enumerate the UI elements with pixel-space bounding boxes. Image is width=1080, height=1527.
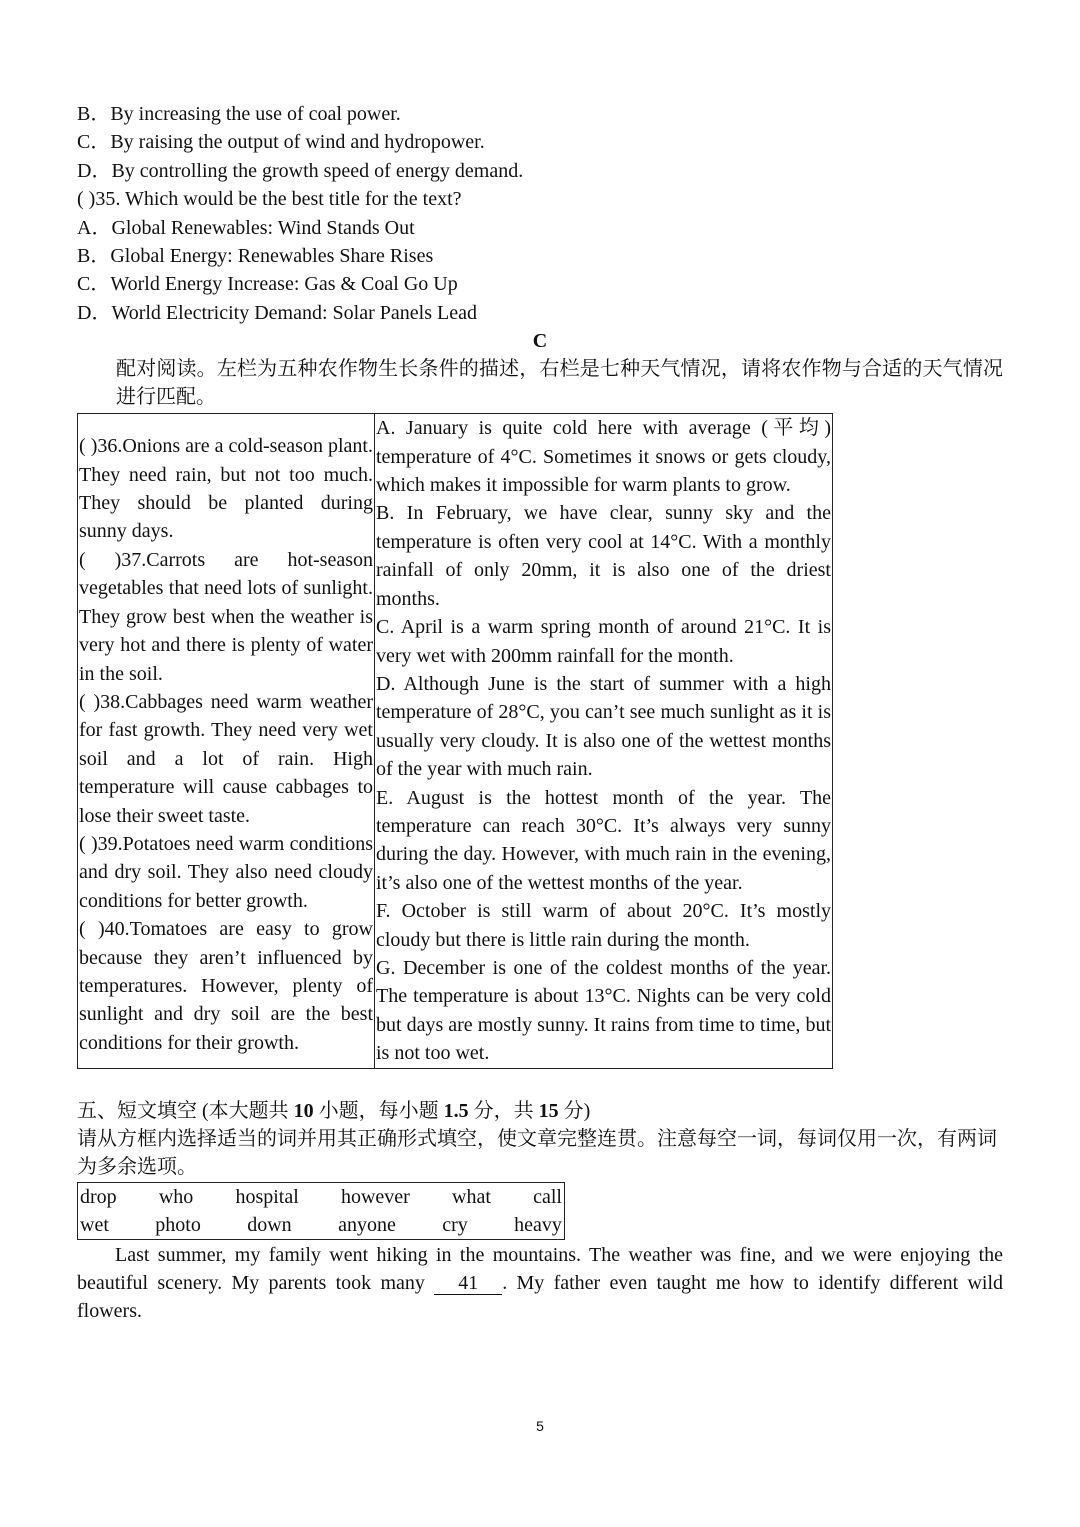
- weather-item-e: E. August is the hottest month of the year. The temperature can reach 30°C. It’s always very sunny during the day. However, with much rain in the evening, it’s also one of the wettest months of the year.: [376, 786, 831, 894]
- option-b: B．By increasing the use of coal power.: [77, 103, 401, 125]
- title-num-2: 1.5: [443, 1099, 469, 1122]
- q35-option-d: D．World Electricity Demand: Solar Panels Lead: [77, 301, 477, 324]
- question-35: [77, 185, 1003, 327]
- title-part-1: 五、短文填空 (本大题共: [77, 1099, 294, 1122]
- crop-item-38: ( )38.Cabbages need warm weather for fast growth. They need very wet soil and a lot of rain. High temperature will cause cabbages to lose their sweet taste.: [79, 690, 373, 827]
- crops-column: [78, 414, 375, 1068]
- title-part-2: 小题，每小题: [313, 1099, 444, 1122]
- passage-text-after: . My father even taught me how to identify different wild flowers.: [77, 1272, 1004, 1323]
- word-item: what: [452, 1185, 491, 1208]
- word-row-2: [78, 1211, 564, 1239]
- q35-option-b: B．Global Energy: Renewables Share Rises: [77, 245, 434, 268]
- word-item: photo: [155, 1213, 201, 1236]
- passage: [77, 1241, 1003, 1326]
- option-c: C．By raising the output of wind and hydropower.: [77, 131, 485, 154]
- section-five-title: [77, 1097, 1003, 1125]
- matching-table: [77, 413, 833, 1068]
- blank-41[interactable]: 41: [434, 1272, 502, 1295]
- weather-item-c: C. April is a warm spring month of around 21°C. It is very wet with 200mm rainfall for the month.: [376, 616, 831, 667]
- title-part-3: 分，共: [468, 1099, 539, 1122]
- word-item: call: [533, 1185, 562, 1208]
- page-content: [77, 100, 1003, 1326]
- section-c-heading: C: [532, 330, 548, 353]
- weather-column: [375, 414, 833, 1068]
- page-number: 5: [536, 1418, 544, 1434]
- crop-item-36: ( )36.Onions are a cold-season plant. They need rain, but not too much. They should be planted during sunny days.: [79, 435, 373, 543]
- weather-item-b: B. In February, we have clear, sunny sky and the temperature is often very cool at 14°C. With a monthly rainfall of only 20mm, it is also one of the driest months.: [376, 502, 831, 610]
- crop-item-37: ( )37.Carrots are hot-season vegetables that need lots of sunlight. They grow best when the weather is very hot and there is plenty of water in the soil.: [79, 548, 373, 685]
- weather-item-d: D. Although June is the start of summer with a high temperature of 28°C, you can’t see much sunlight as it is usually very cloudy. It is also one of the wettest months of the year with much rain.: [376, 672, 831, 781]
- section-five-instruction: 请从方框内选择适当的词并用其正确形式填空，使文章完整连贯。注意每空一词，每词仅用一次，有两词为多余选项。: [77, 1127, 997, 1178]
- word-item: however: [340, 1185, 410, 1208]
- crop-item-39: ( )39.Potatoes need warm conditions and dry soil. They also need cloudy conditions for better growth.: [79, 832, 373, 912]
- word-item: cry: [442, 1213, 468, 1236]
- weather-item-f: F. October is still warm of about 20°C. It’s mostly cloudy but there is little rain during the month.: [376, 900, 831, 951]
- weather-item-g: G. December is one of the coldest months of the year. The temperature is about 13°C. Nights can be very cold but days are mostly sunny. It rains from time to time, but is not too wet.: [376, 956, 831, 1065]
- word-item: wet: [80, 1213, 109, 1236]
- q35-option-c: C．World Energy Increase: Gas & Coal Go Up: [77, 273, 458, 296]
- word-item: heavy: [514, 1213, 562, 1236]
- weather-item-a: A. January is quite cold here with average (平均) temperature of 4°C. Sometimes it snows or gets cloudy, which makes it impossible for warm plants to grow.: [376, 417, 831, 497]
- title-part-4: 分): [558, 1099, 591, 1122]
- crop-item-40: ( )40.Tomatoes are easy to grow because they aren’t influenced by temperatures. However, plenty of sunlight and dry soil are the best conditions for their growth.: [79, 918, 373, 1054]
- q35-option-a: A．Global Renewables: Wind Stands Out: [77, 216, 415, 239]
- option-d: D．By controlling the growth speed of energy demand.: [77, 159, 524, 182]
- word-item: anyone: [338, 1213, 396, 1236]
- word-box: [77, 1182, 565, 1240]
- word-row-1: [78, 1183, 564, 1211]
- word-item: who: [158, 1185, 194, 1208]
- word-item: down: [247, 1213, 292, 1236]
- section-c-instruction: 配对阅读。左栏为五种农作物生长条件的描述，右栏是七种天气情况，请将农作物与合适的天气情况进行匹配。: [116, 358, 1003, 409]
- title-num-1: 10: [293, 1099, 314, 1122]
- title-num-3: 15: [538, 1099, 559, 1122]
- word-item: hospital: [235, 1185, 299, 1208]
- options-top: [77, 100, 1003, 185]
- question-35-text: ( )35. Which would be the best title for the text?: [77, 188, 462, 211]
- passage-text-before: Last summer, my family went hiking in the mountains. The weather was fine, and we were enjoying the beautiful scenery. My parents took many: [77, 1243, 1003, 1294]
- word-item: drop: [80, 1185, 117, 1208]
